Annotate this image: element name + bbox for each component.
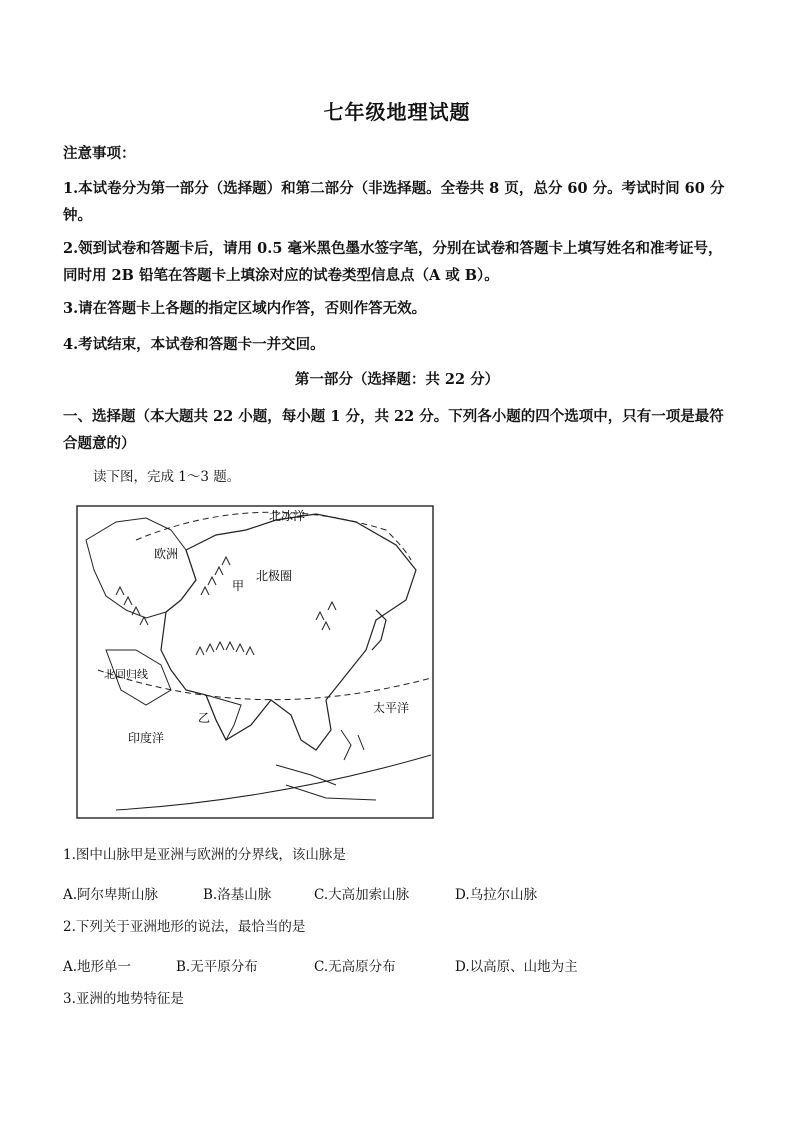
- q1-option-b[interactable]: B.洛基山脉: [203, 887, 272, 903]
- label-arctic-ocean: 北冰洋: [269, 509, 306, 523]
- q2-option-a[interactable]: A.地形单一: [63, 959, 132, 975]
- part-one-heading: 第一部分（选择题：共 22 分）: [294, 371, 500, 388]
- q2-option-c[interactable]: C.无高原分布: [314, 959, 396, 975]
- label-jia: 甲: [232, 579, 245, 593]
- question-1-stem: 1.图中山脉甲是亚洲与欧洲的分界线，该山脉是: [63, 847, 346, 863]
- read-instruction: 读下图，完成 1～3 题。: [93, 469, 241, 485]
- notice-4: 4.考试结束，本试卷和答题卡一并交回。: [63, 336, 325, 353]
- map-frame: [77, 506, 433, 818]
- q2-option-b[interactable]: B.无平原分布: [176, 959, 258, 975]
- question-2-stem: 2.下列关于亚洲地形的说法，最恰当的是: [63, 919, 306, 935]
- notice-3: 3.请在答题卡上各题的指定区域内作答，否则作答无效。: [63, 300, 427, 317]
- label-tropic: 北回归线: [104, 669, 148, 681]
- page-title: 七年级地理试题: [323, 100, 471, 124]
- q2-option-d[interactable]: D.以高原、山地为主: [455, 959, 578, 975]
- label-europe: 欧洲: [154, 547, 179, 561]
- notice-2: 2.领到试卷和答题卡后，请用 0.5 毫米黑色墨水签字笔，分别在试卷和答题卡上填写姓名和准考证号，同时用 2B 铅笔在答题卡上填涂对应的试卷类型信息点（A 或 B）。: [63, 240, 723, 284]
- label-yi: 乙: [198, 711, 211, 725]
- label-pacific: 太平洋: [373, 701, 410, 715]
- q1-option-c[interactable]: C.大高加索山脉: [314, 887, 410, 903]
- notice-heading: 注意事项：: [63, 145, 136, 162]
- notice-1: 1.本试卷分为第一部分（选择题）和第二部分（非选择题。全卷共 8 页，总分 60 分。考试时间 60 分钟。: [63, 180, 725, 224]
- section-one-heading: 一、选择题（本大题共 22 小题，每小题 1 分，共 22 分。下列各小题的四个选项中，只有一项是最符合题意的）: [63, 408, 724, 452]
- asia-map: [76, 500, 434, 820]
- question-3-stem: 3.亚洲的地势特征是: [63, 991, 184, 1007]
- q1-option-a[interactable]: A.阿尔卑斯山脉: [63, 887, 159, 903]
- label-arctic-circle: 北极圈: [256, 569, 293, 583]
- label-indian-ocean: 印度洋: [128, 731, 165, 745]
- q1-option-d[interactable]: D.乌拉尔山脉: [455, 887, 538, 903]
